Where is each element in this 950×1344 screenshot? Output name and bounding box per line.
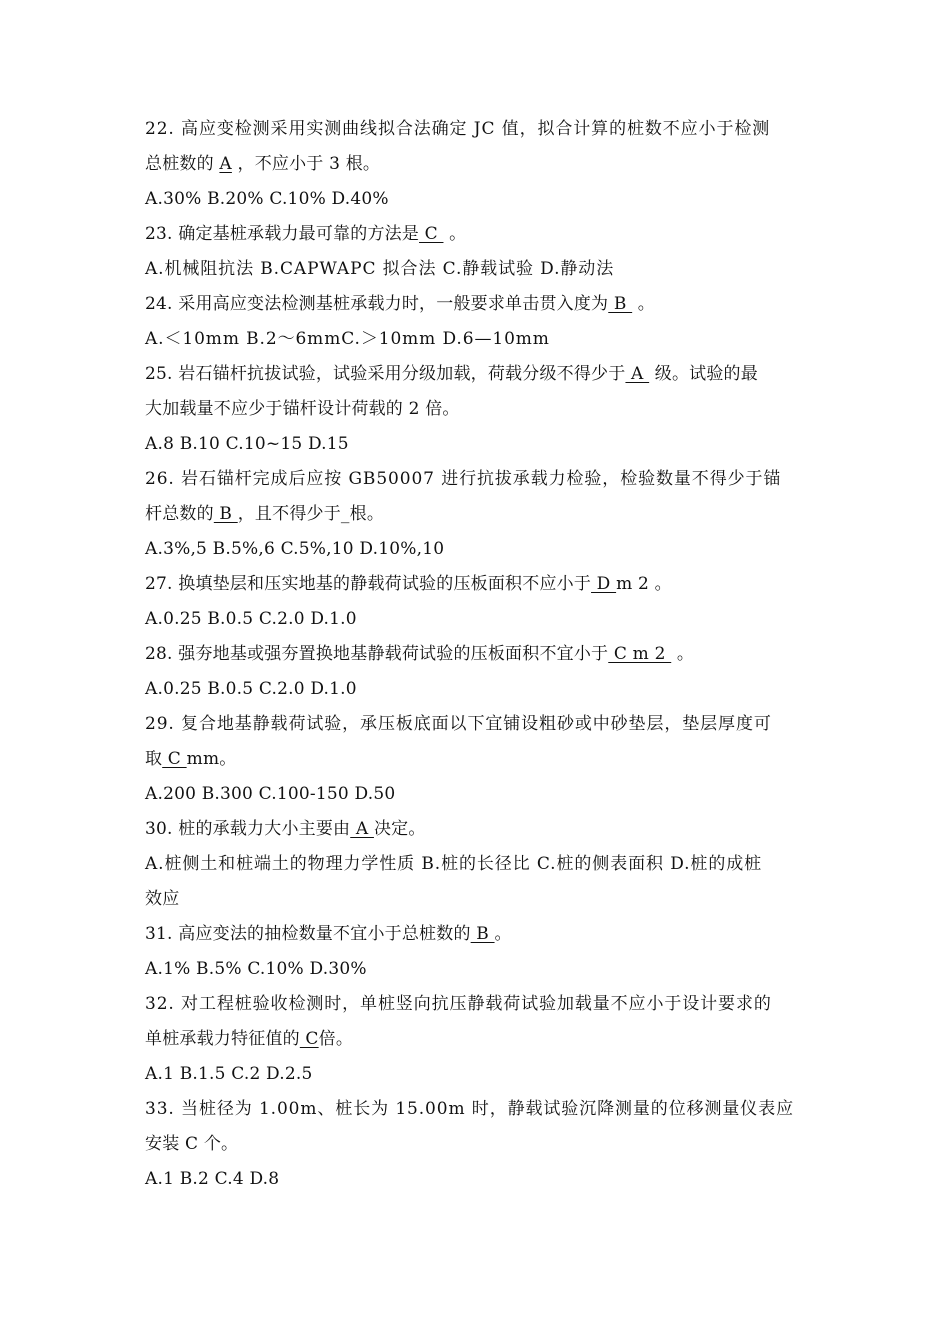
question-text-line — [145, 222, 810, 246]
question-text: 23. 确定基桩承载力最可靠的方法是 — [145, 224, 420, 244]
question-text-line — [145, 922, 810, 946]
answer-blank: D — [591, 574, 617, 594]
question-text-line — [145, 397, 810, 421]
question-text: ，且不得少于_根。 — [237, 504, 385, 524]
question-text-line — [145, 747, 810, 771]
question-text-line — [145, 292, 810, 316]
answer-blank: B — [470, 924, 495, 944]
answer-blank: C — [162, 749, 187, 769]
answer-blank: C m 2 — [608, 644, 672, 664]
answer-blank: B — [213, 504, 238, 524]
question-text-line — [145, 572, 810, 596]
answer-blank: C — [299, 1029, 319, 1049]
answer-options: A.1 B.2 C.4 D.8 — [145, 1169, 280, 1189]
question-text: 24. 采用高应变法检测基桩承载力时，一般要求单击贯入度为 — [145, 294, 609, 314]
answer-options: A.8 B.10 C.10~15 D.15 — [145, 434, 349, 454]
question-text-line — [145, 1027, 810, 1051]
question-text: 22. 高应变检测采用实测曲线拟合法确定 JC 值，拟合计算的桩数不应小于检测 — [145, 119, 771, 139]
question-text: 取 — [145, 749, 163, 769]
question-text: 决定。 — [373, 819, 426, 839]
question-text-line — [145, 817, 810, 841]
question-text: 33. 当桩径为 1.00m、桩长为 15.00m 时，静载试验沉降测量的位移测量仪表应 — [145, 1099, 795, 1119]
question-text-line — [145, 502, 810, 526]
answer-options: A.1 B.1.5 C.2 D.2.5 — [145, 1064, 313, 1084]
question-text: 25. 岩石锚杆抗拔试验，试验采用分级加载，荷载分级不得少于 — [145, 364, 626, 384]
question-text: 倍。 — [318, 1029, 354, 1049]
question-text: mm。 — [186, 749, 237, 769]
question-text: 27. 换填垫层和压实地基的静载荷试验的压板面积不应小于 — [145, 574, 592, 594]
answer-options: A.0.25 B.0.5 C.2.0 D.1.0 — [145, 609, 357, 629]
question-text: 大加载量不应少于锚杆设计荷载的 2 倍。 — [145, 399, 460, 419]
question-text: 31. 高应变法的抽检数量不宜小于总桩数的 — [145, 924, 471, 944]
answer-options-continued: 效应 — [145, 889, 180, 909]
question-text: 总桩数的 — [145, 154, 220, 174]
question-text: 32. 对工程桩验收检测时，单桩竖向抗压静载荷试验加载量不应小于设计要求的 — [145, 994, 772, 1014]
question-text: 安装 C 个。 — [145, 1134, 239, 1154]
question-text: 单桩承载力特征值的 — [145, 1029, 300, 1049]
answer-options: A.200 B.300 C.100-150 D.50 — [145, 784, 396, 804]
answer-options: A.1% B.5% C.10% D.30% — [145, 959, 367, 979]
question-text-line — [145, 152, 810, 176]
question-text: 28. 强夯地基或强夯置换地基静载荷试验的压板面积不宜小于 — [145, 644, 609, 664]
question-text: 30. 桩的承载力大小主要由 — [145, 819, 351, 839]
answer-blank: A — [219, 154, 232, 174]
question-text: ，不应小于 3 根。 — [231, 154, 381, 174]
question-text-line — [145, 1132, 810, 1156]
question-text: 。 — [671, 644, 695, 664]
answer-blank: A — [350, 819, 374, 839]
answer-options: A.机械阻抗法 B.CAPWAPC 拟合法 C.静载试验 D.静动法 — [145, 259, 615, 279]
question-text: 。 — [494, 924, 512, 944]
answer-options: A.3%,5 B.5%,6 C.5%,10 D.10%,10 — [145, 539, 445, 559]
answer-options: A.30% B.20% C.10% D.40% — [145, 189, 389, 209]
question-text-line — [145, 642, 810, 666]
answer-options: A.桩侧土和桩端土的物理力学性质 B.桩的长径比 C.桩的侧表面积 D.桩的成桩 — [145, 854, 763, 874]
question-text-line — [145, 712, 810, 736]
question-text-line — [145, 992, 810, 1016]
answer-blank: C — [419, 224, 444, 244]
question-text: 26. 岩石锚杆完成后应按 GB50007 进行抗拔承载力检验，检验数量不得少于锚 — [145, 469, 782, 489]
question-text: 级。试验的最 — [649, 364, 758, 384]
answer-blank: B — [608, 294, 633, 314]
answer-options: A.＜10mm B.2～6mmC.＞10mm D.6—10mm — [145, 329, 550, 349]
question-text: 。 — [443, 224, 467, 244]
question-text-line — [145, 467, 810, 491]
question-text: 。 — [632, 294, 655, 314]
answer-options: A.0.25 B.0.5 C.2.0 D.1.0 — [145, 679, 357, 699]
question-text: 29. 复合地基静载荷试验，承压板底面以下宜铺设粗砂或中砂垫层，垫层厚度可 — [145, 714, 772, 734]
answer-blank: A — [625, 364, 650, 384]
question-text-line — [145, 117, 810, 141]
question-text-line — [145, 362, 810, 386]
question-text: m 2 。 — [616, 574, 672, 594]
question-text: 杆总数的 — [145, 504, 214, 524]
question-text-line — [145, 1097, 810, 1121]
